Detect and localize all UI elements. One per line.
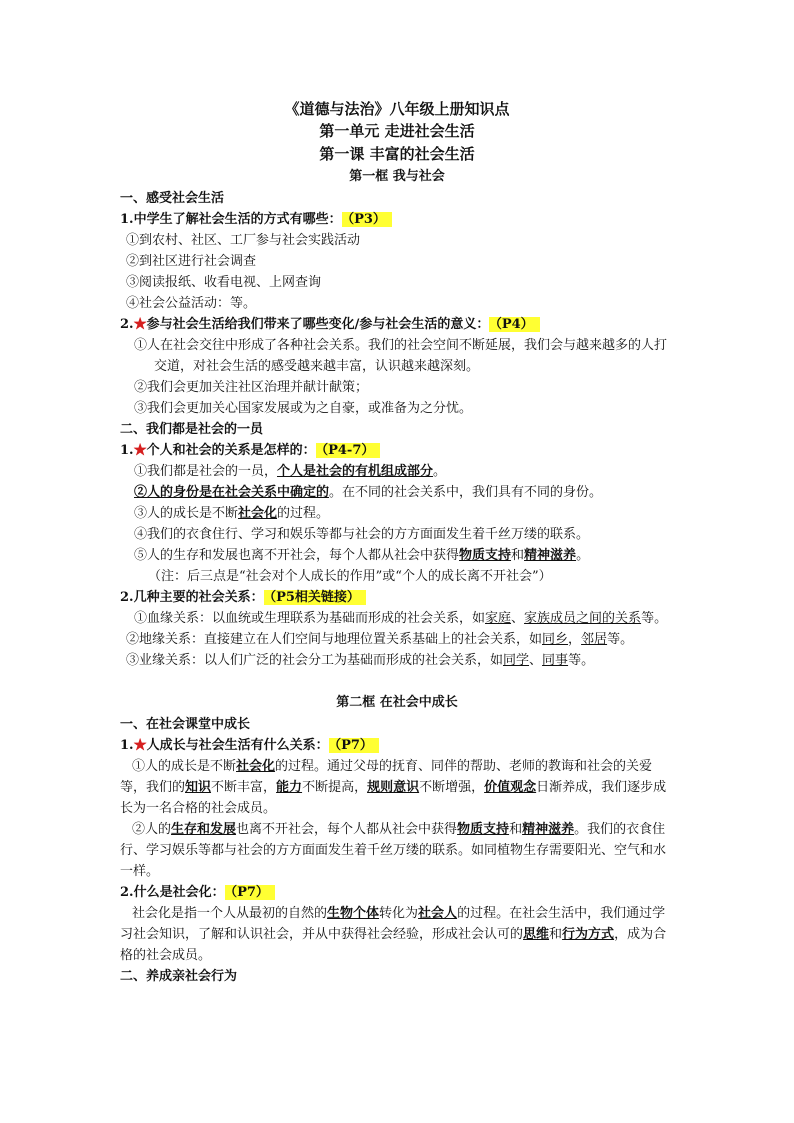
question-number: 1.	[120, 443, 134, 458]
question-heading	[120, 440, 674, 461]
key-term: 同事	[542, 653, 569, 668]
text: 等。	[607, 632, 634, 647]
section-title: 一、在社会课堂中成长	[120, 717, 251, 732]
paragraph	[120, 903, 674, 966]
question-heading	[120, 882, 674, 903]
text: 转化为	[379, 906, 419, 921]
page-ref-badge: （P7）	[329, 738, 379, 753]
note: （注：后三点是“社会对个人成长的作用”或“个人的成长离不开社会”）	[148, 569, 552, 584]
key-term: 行为方式	[562, 927, 615, 942]
text: ①人的成长是不断	[132, 759, 237, 774]
text: ③业缘关系：以人们广泛的社会分工为基础而形成的社会关系，如	[126, 653, 504, 668]
section-title: 二、养成亲社会行为	[120, 969, 238, 984]
text: 、	[529, 653, 543, 668]
question-number: 2.	[120, 317, 134, 332]
list-item: ④我们的衣食住行、学习和娱乐等都与社会的方方面面发生着千丝万缕的联系。	[134, 527, 590, 542]
question-text: 参与社会生活给我们带来了哪些变化/参与社会生活的意义：	[146, 317, 490, 332]
key-term: 生存和发展	[171, 822, 237, 837]
section-title: 二、我们都是社会的一员	[120, 422, 264, 437]
list-item	[120, 482, 674, 503]
document-title: 《道德与法治》八年级上册知识点	[284, 100, 510, 118]
key-term: 能力	[276, 780, 303, 795]
text: ，成为合格的社会成员。	[120, 927, 667, 963]
key-term: 物质支持	[459, 548, 512, 563]
text: 和	[509, 822, 523, 837]
text: 日渐养成，我们逐步成长为一名合格的社会成员。	[120, 780, 667, 816]
text: 社会化是指一个人从最初的自然的	[132, 906, 328, 921]
text: 不断提高，	[302, 780, 368, 795]
text: 。我们的衣食住行、学习娱乐等都与社会的方方面面发生着千丝万缕的联系。如同植物生存需要阳光、空气和水一样。	[120, 822, 667, 879]
question-text: 人成长与社会生活有什么关系：	[146, 738, 329, 753]
text: 不断增强，	[419, 780, 485, 795]
list-item	[120, 461, 674, 482]
list-item: ①到农村、社区、工厂参与社会实践活动	[126, 233, 361, 248]
text: 等。	[641, 611, 668, 626]
text: 、	[511, 611, 525, 626]
paragraph	[120, 819, 674, 882]
text: ②地缘关系：直接建立在人们空间与地理位置关系基础上的社会关系，如	[126, 632, 543, 647]
question-heading	[120, 314, 674, 335]
text: ①血缘关系：以血统或生理联系为基础而形成的社会关系，如	[134, 611, 486, 626]
star-icon: ★	[133, 317, 147, 332]
list-item	[120, 629, 674, 650]
key-term: 邻居	[581, 632, 608, 647]
key-term: 社会化	[238, 506, 278, 521]
list-item	[120, 503, 674, 524]
question-text: 个人和社会的关系是怎样的：	[146, 443, 316, 458]
question-text: 2.几种主要的社会关系：	[120, 590, 264, 605]
text: ③人的成长是不断	[134, 506, 239, 521]
text: ②人的	[132, 822, 172, 837]
spacer	[120, 671, 674, 692]
key-term: 思维	[523, 927, 550, 942]
key-term: 精神滋养	[522, 822, 575, 837]
list-item: ③我们会更加关心国家发展或为之自豪，或准备为之分忧。	[134, 401, 473, 416]
text: 。	[433, 464, 447, 479]
list-item: ①人在社会交往中形成了各种社会关系。我们的社会空间不断延展，我们会与越来越多的人打交道，对社会生活的感受越来越丰富，认识越来越深刻。	[134, 338, 668, 374]
list-item: ②我们会更加关注社区治理并献计献策；	[134, 380, 369, 395]
list-item	[120, 545, 674, 566]
list-item	[120, 608, 674, 629]
key-term: ②人的身份是在社会关系中确定的	[134, 485, 330, 500]
star-icon: ★	[133, 443, 147, 458]
text: 。	[576, 548, 590, 563]
key-term: 同学	[503, 653, 530, 668]
page-ref-badge: （P4）	[489, 317, 539, 332]
list-item: ④社会公益活动：等。	[126, 296, 257, 311]
key-term: 社会人	[418, 906, 458, 921]
text: 也离不开社会，每个人都从社会中获得	[236, 822, 458, 837]
key-term: 家庭	[485, 611, 512, 626]
key-term: 个人是社会的有机组成部分	[277, 464, 434, 479]
question-number: 1.	[120, 738, 134, 753]
text: 和	[549, 927, 563, 942]
text: 和	[511, 548, 525, 563]
text: ，	[568, 632, 582, 647]
text: 的过程。通过父母的抚育、同伴的帮助、老师的教诲和社会的关爱等，我们的	[120, 759, 653, 795]
key-term: 社会化	[236, 759, 276, 774]
page-ref-badge: （P3）	[342, 212, 392, 227]
unit-title: 第一单元 走进社会生活	[319, 122, 475, 140]
key-term: 同乡	[542, 632, 569, 647]
key-term: 价值观念	[484, 780, 537, 795]
key-term: 规则意识	[367, 780, 420, 795]
text: 不断丰富，	[211, 780, 277, 795]
list-item: ②到社区进行社会调查	[126, 254, 257, 269]
list-item: ③阅读报纸、收看电视、上网查询	[126, 275, 322, 290]
lesson-title: 第一课 丰富的社会生活	[319, 145, 475, 163]
star-icon: ★	[133, 738, 147, 753]
key-term: 知识	[185, 780, 212, 795]
question-text: 1.中学生了解社会生活的方式有哪些：	[120, 212, 342, 227]
list-item	[120, 650, 674, 671]
page-ref-badge: （P7）	[225, 885, 275, 900]
text: ①我们都是社会的一员，	[134, 464, 278, 479]
text: 等。	[568, 653, 595, 668]
text: 的过程。在社会生活中，我们通过学习社会知识，了解和认识社会，并从中获得社会经验，形成社会认可的	[120, 906, 666, 942]
key-term: 家族成员之间的关系	[524, 611, 642, 626]
question-heading	[120, 587, 674, 608]
paragraph	[120, 756, 674, 819]
text: 。在不同的社会关系中，我们具有不同的身份。	[329, 485, 603, 500]
text: ⑤人的生存和发展也离不开社会，每个人都从社会中获得	[134, 548, 460, 563]
question-heading	[120, 209, 674, 230]
frame2-title: 第二框 在社会中成长	[336, 695, 458, 710]
page-ref-badge: （P5相关链接）	[264, 590, 366, 605]
frame1-title: 第一框 我与社会	[349, 169, 445, 184]
question-text: 2.什么是社会化：	[120, 885, 225, 900]
section-title: 一、感受社会生活	[120, 191, 225, 206]
key-term: 生物个体	[327, 906, 380, 921]
question-heading	[120, 735, 674, 756]
page-ref-badge: （P4-7）	[316, 443, 381, 458]
key-term: 物质支持	[457, 822, 510, 837]
text: 的过程。	[277, 506, 330, 521]
key-term: 精神滋养	[524, 548, 577, 563]
